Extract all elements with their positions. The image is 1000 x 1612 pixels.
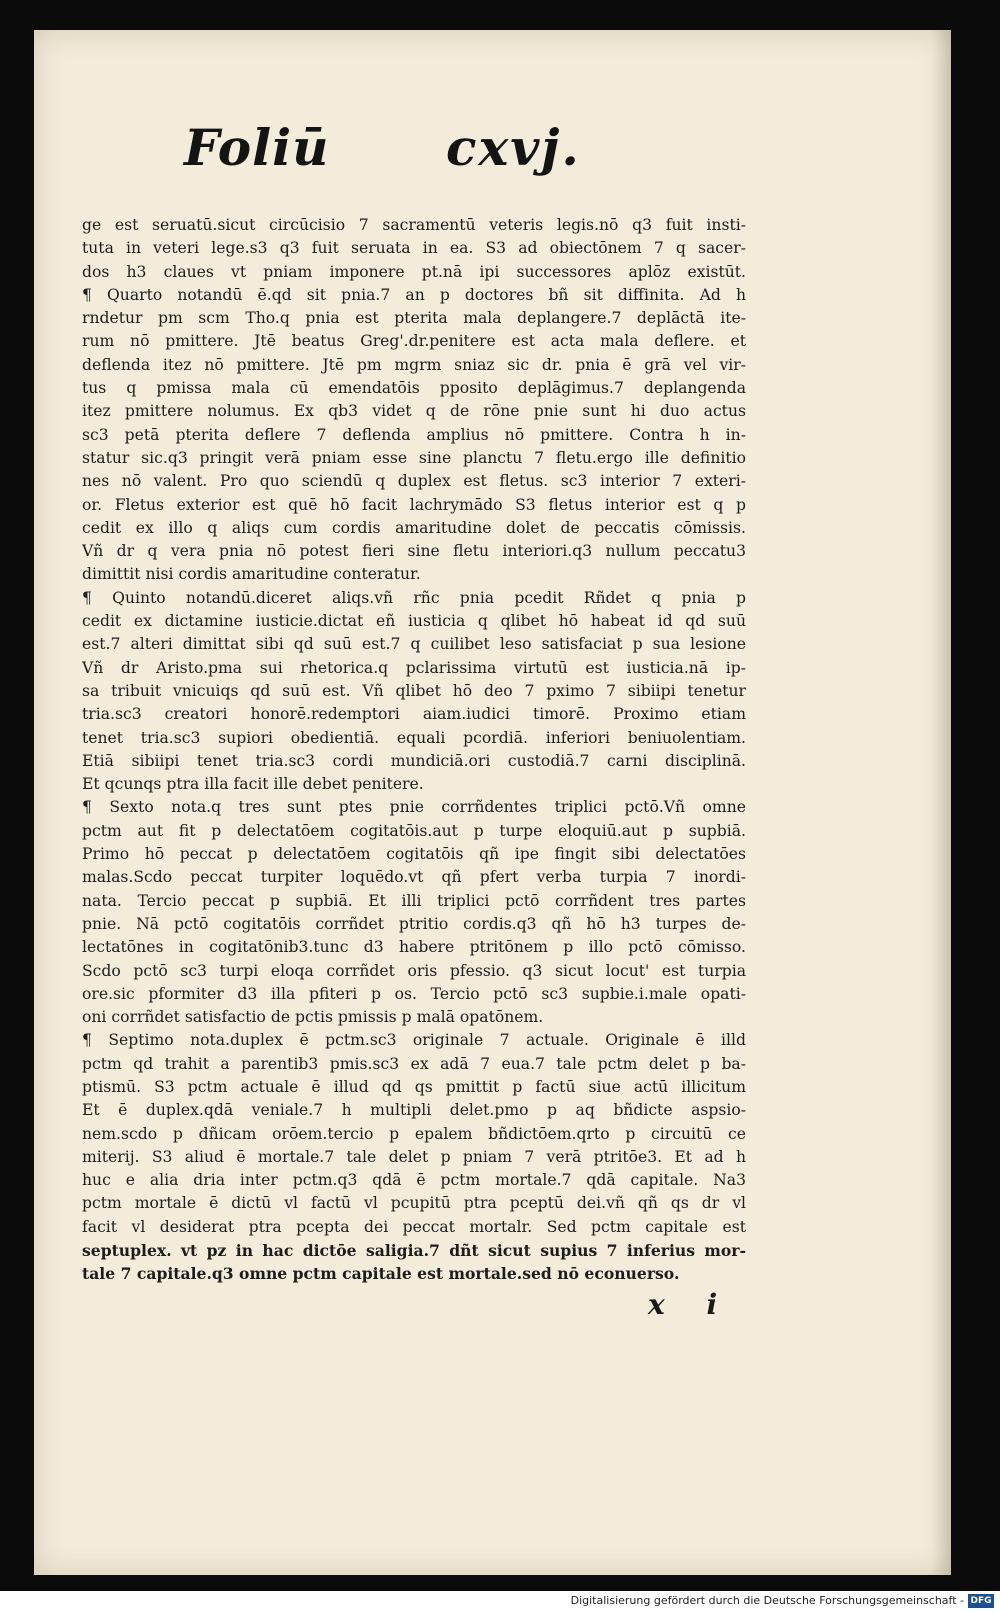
text-line: pctm mortale ē dictū vl factū vl pcupitū ptra pceptū dei.vñ qñ qs dr vl xyxy=(82,1194,746,1213)
text-line: tus q pmissa mala cū emendatōis pposito deplāgimus.7 deplangenda xyxy=(82,379,746,398)
digitization-footer xyxy=(0,1591,1000,1612)
text-line: cedit ex dictamine iusticie.dictat eñ iusticia q qlibet hō habeat id qd suū xyxy=(82,612,746,631)
text-line: Etiā sibiipi tenet tria.sc3 cordi mundiciā.ori custodiā.7 carni disciplinā. xyxy=(82,751,746,770)
text-line: nata. Tercio peccat p supbiā. Et illi triplici pctō corrñdent tres partes xyxy=(82,891,746,910)
text-line: itez pmittere nolumus. Ex qb3 videt q de rōne pnie sunt hi duo actus xyxy=(82,402,746,421)
text-line: huc e alia dria inter pctm.q3 qdā ē pctm mortale.7 qdā capitale. Na3 xyxy=(82,1171,746,1190)
folio-header xyxy=(150,118,650,198)
text-line: malas.Scdo peccat turpiter loquēdo.vt qñ pfert verba turpia 7 inordi- xyxy=(82,868,746,887)
text-line: Et ē duplex.qdā veniale.7 h multipli delet.pmo p aq bñdicte aspsio- xyxy=(82,1101,746,1120)
text-line: ¶ Septimo nota.duplex ē pctm.sc3 originale 7 actuale. Originale ē illd xyxy=(82,1031,746,1050)
text-line: pctm qd trahit a parentib3 pmis.sc3 ex adā 7 eua.7 tale pctm delet p ba- xyxy=(82,1054,746,1073)
text-line: est.7 alteri dimittat sibi qd suū est.7 q cuilibet leso satisfaciat p sua lesione xyxy=(82,635,746,654)
text-line: lectatōnes in cogitatōnib3.tunc d3 habere ptritōnem p illo pctō cōmisso. xyxy=(82,938,746,957)
text-line: tuta in veteri lege.s3 q3 fuit seruata in ea. S3 ad obiectōnem 7 q sacer- xyxy=(82,239,746,258)
text-line: sa tribuit vnicuiqs qd suū est. Vñ qlibet hō deo 7 pximo 7 sibiipi tenetur xyxy=(82,681,746,700)
text-line: pnie. Nā pctō cogitatōis corrñdet ptritio cordis.q3 qñ hō h3 turpes de- xyxy=(82,914,746,933)
dfg-logo: DFG xyxy=(968,1594,994,1608)
text-line: sc3 petā pterita deflere 7 deflenda amplius nō pmittere. Contra h in- xyxy=(82,425,746,444)
text-line: Et qcunqs ptra illa facit ille debet penitere. xyxy=(82,775,424,794)
text-line: miterij. S3 aliud ē mortale.7 tale delet p pniam 7 verā ptritōe3. Et ad h xyxy=(82,1147,746,1166)
text-line: ge est seruatū.sicut circūcisio 7 sacramentū veteris legis.nō q3 fuit insti- xyxy=(82,216,746,234)
text-line: rndetur pm scm Tho.q pnia est pterita mala deplangere.7 deplāctā ite- xyxy=(82,309,746,328)
folio-number: cxvj. xyxy=(446,118,581,177)
text-line: facit vl desiderat ptra pcepta dei peccat mortalr. Sed pctm capitale est xyxy=(82,1217,746,1236)
text-line: ¶ Quinto notandū.diceret aliqs.vñ rñc pnia pcedit Rñdet q pnia p xyxy=(82,588,746,607)
text-line: rum nō pmittere. Jtē beatus Greg'.dr.penitere est acta mala deflere. et xyxy=(82,332,746,351)
text-line: ¶ Sexto nota.q tres sunt ptes pnie corrñdentes triplici pctō.Vñ omne xyxy=(82,798,746,817)
text-line: oni corrñdet satisfactio de pctis pmissis p malā opatōnem. xyxy=(82,1008,544,1027)
text-line: Scdo pctō sc3 turpi eloqa corrñdet oris pfessio. q3 sicut locut' est turpia xyxy=(82,961,746,980)
text-line: dos h3 claues vt pniam imponere pt.nā ipi successores aplōz existūt. xyxy=(82,262,746,281)
text-line: tria.sc3 creatori honorē.redemptori aiam.iudici timorē. Proximo etiam xyxy=(82,705,746,724)
body-text-block xyxy=(82,214,746,1286)
text-line: statur sic.q3 pringit verā pniam esse sine planctu 7 fletu.ergo ille definitio xyxy=(82,448,746,467)
text-line: Primo hō peccat p delectatōem cogitatōis qñ ipe fingit sibi delectatōes xyxy=(82,845,746,864)
text-line: ptismū. S3 pctm actuale ē illud qd qs pmittit p factū siue actū illicitum xyxy=(82,1077,746,1096)
text-line: tenet tria.sc3 supiori obedientiā. equali pcordiā. inferiori beniuolentiam. xyxy=(82,728,746,747)
text-line: tale 7 capitale.q3 omne pctm capitale est mortale.sed nō econuerso. xyxy=(82,1264,680,1284)
page-edge-shadow xyxy=(931,30,951,1575)
text-line: septuplex. vt pz in hac dictōe saligia.7 dñt sicut supius 7 inferius mor- xyxy=(82,1241,746,1261)
signature-mark: x i xyxy=(648,1288,734,1321)
text-line: ¶ Quarto notandū ē.qd sit pnia.7 an p doctores bñ sit diffinita. Ad h xyxy=(82,285,746,304)
folio-label: Foliū xyxy=(184,118,330,177)
text-line: deflenda itez nō pmittere. Jtē pm mgrm sniaz sic dr. pnia ē grā vel vir- xyxy=(82,355,746,374)
text-line: or. Fletus exterior est quē hō facit lachrymādo S3 fletus interior est q p xyxy=(82,495,746,514)
footer-credit: Digitalisierung gefördert durch die Deutsche Forschungsgemeinschaft - xyxy=(570,1594,964,1607)
text-line: pctm aut fit p delectatōem cogitatōis.aut p turpe eloquiū.aut p supbiā. xyxy=(82,821,746,840)
text-line: nes nō valent. Pro quo sciendū q duplex est fletus. sc3 interior 7 exteri- xyxy=(82,472,746,491)
text-line: Vñ dr Aristo.pma sui rhetorica.q pclarissima virtutū est iusticia.nā ip- xyxy=(82,658,746,677)
text-line: nem.scdo p dñicam orōem.tercio p epalem bñdictōem.qrto p circuitū ce xyxy=(82,1124,746,1143)
text-line: ore.sic pformiter d3 illa pfiteri p os. Tercio pctō sc3 supbie.i.male opati- xyxy=(82,984,746,1003)
text-line: dimittit nisi cordis amaritudine conteratur. xyxy=(82,565,421,584)
text-line: Vñ dr q vera pnia nō potest fieri sine fletu interiori.q3 nullum peccatu3 xyxy=(82,542,746,561)
text-line: cedit ex illo q aliqs cum cordis amaritudine dolet de peccatis cōmissis. xyxy=(82,518,746,537)
